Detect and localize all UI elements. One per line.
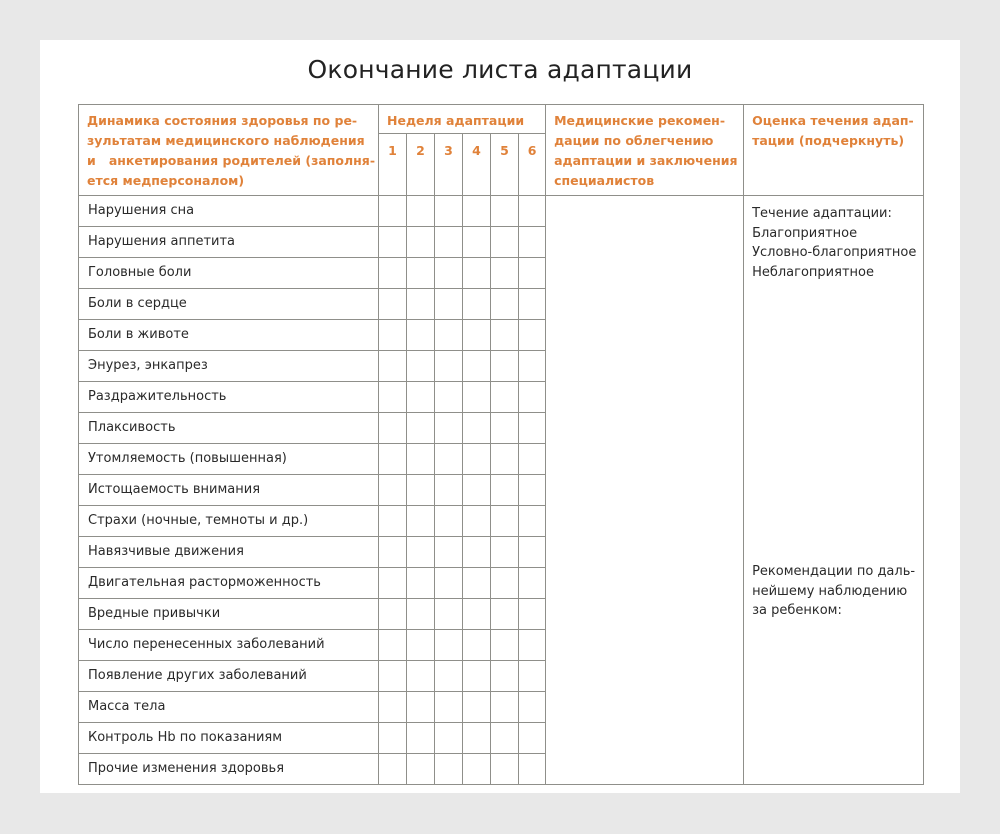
week-1-entry-cell[interactable] <box>379 692 407 723</box>
week-6-entry-cell[interactable] <box>519 630 546 661</box>
week-6-entry-cell[interactable] <box>519 444 546 475</box>
row-label: Вредные привычки <box>79 599 379 630</box>
row-label: Истощаемость внимания <box>79 475 379 506</box>
week-5-entry-cell[interactable] <box>491 537 519 568</box>
followup-line: нейшему наблюдению <box>752 583 908 599</box>
week-5-entry-cell[interactable] <box>491 258 519 289</box>
week-1-entry-cell[interactable] <box>379 382 407 413</box>
week-1-entry-cell[interactable] <box>379 320 407 351</box>
week-1-entry-cell[interactable] <box>379 413 407 444</box>
week-4-entry-cell[interactable] <box>463 289 491 320</box>
week-6-entry-cell[interactable] <box>519 754 546 785</box>
week-4-entry-cell[interactable] <box>463 630 491 661</box>
week-3-entry-cell[interactable] <box>435 444 463 475</box>
header-line: тации (подчеркнуть) <box>752 133 905 148</box>
row-label: Нарушения сна <box>79 196 379 227</box>
header-week-4: 4 <box>463 134 491 196</box>
week-3-entry-cell[interactable] <box>435 196 463 227</box>
week-3-entry-cell[interactable] <box>435 661 463 692</box>
week-5-entry-cell[interactable] <box>491 196 519 227</box>
week-5-entry-cell[interactable] <box>491 320 519 351</box>
header-line: ется медперсоналом) <box>87 173 245 188</box>
week-3-entry-cell[interactable] <box>435 754 463 785</box>
header-week-5: 5 <box>491 134 519 196</box>
week-2-entry-cell[interactable] <box>407 289 435 320</box>
week-2-entry-cell[interactable] <box>407 444 435 475</box>
week-6-entry-cell[interactable] <box>519 351 546 382</box>
header-adaptation-week: Неделя адаптации <box>379 105 546 134</box>
week-1-entry-cell[interactable] <box>379 258 407 289</box>
week-2-entry-cell[interactable] <box>407 661 435 692</box>
week-6-entry-cell[interactable] <box>519 599 546 630</box>
week-5-entry-cell[interactable] <box>491 661 519 692</box>
week-1-entry-cell[interactable] <box>379 568 407 599</box>
week-2-entry-cell[interactable] <box>407 413 435 444</box>
week-1-entry-cell[interactable] <box>379 630 407 661</box>
header-assessment <box>744 105 924 196</box>
week-3-entry-cell[interactable] <box>435 692 463 723</box>
week-2-entry-cell[interactable] <box>407 227 435 258</box>
header-line: Оценка течения адап- <box>752 113 914 128</box>
header-health-dynamics <box>79 105 379 196</box>
week-6-entry-cell[interactable] <box>519 382 546 413</box>
week-6-entry-cell[interactable] <box>519 537 546 568</box>
week-4-entry-cell[interactable] <box>463 196 491 227</box>
week-4-entry-cell[interactable] <box>463 754 491 785</box>
week-5-entry-cell[interactable] <box>491 227 519 258</box>
week-1-entry-cell[interactable] <box>379 196 407 227</box>
assessment-cell <box>744 196 924 785</box>
week-6-entry-cell[interactable] <box>519 413 546 444</box>
week-5-entry-cell[interactable] <box>491 754 519 785</box>
week-5-entry-cell[interactable] <box>491 382 519 413</box>
week-4-entry-cell[interactable] <box>463 382 491 413</box>
header-line: зультатам медицинского наблюдения <box>87 133 365 148</box>
followup-line: Рекомендации по даль- <box>752 564 916 579</box>
week-3-entry-cell[interactable] <box>435 413 463 444</box>
week-1-entry-cell[interactable] <box>379 227 407 258</box>
week-4-entry-cell[interactable] <box>463 444 491 475</box>
table-row <box>79 196 924 227</box>
week-3-entry-cell[interactable] <box>435 258 463 289</box>
week-5-entry-cell[interactable] <box>491 506 519 537</box>
header-week-3: 3 <box>435 134 463 196</box>
row-label: Прочие изменения здоровья <box>79 754 379 785</box>
week-3-entry-cell[interactable] <box>435 289 463 320</box>
row-label: Масса тела <box>79 692 379 723</box>
week-3-entry-cell[interactable] <box>435 568 463 599</box>
week-4-entry-cell[interactable] <box>463 568 491 599</box>
week-2-entry-cell[interactable] <box>407 754 435 785</box>
option-unfavorable[interactable]: Неблагоприятное <box>752 264 874 280</box>
week-2-entry-cell[interactable] <box>407 196 435 227</box>
week-2-entry-cell[interactable] <box>407 506 435 537</box>
header-week-1: 1 <box>379 134 407 196</box>
course-label: Течение адаптации: <box>752 206 892 221</box>
header-line: специалистов <box>554 173 655 188</box>
week-3-entry-cell[interactable] <box>435 630 463 661</box>
week-4-entry-cell[interactable] <box>463 599 491 630</box>
row-label: Боли в сердце <box>79 289 379 320</box>
week-4-entry-cell[interactable] <box>463 537 491 568</box>
week-2-entry-cell[interactable] <box>407 568 435 599</box>
week-1-entry-cell[interactable] <box>379 475 407 506</box>
week-3-entry-cell[interactable] <box>435 351 463 382</box>
week-2-entry-cell[interactable] <box>407 692 435 723</box>
recommendations-entry-cell[interactable] <box>546 196 744 785</box>
header-line: адаптации и заключения <box>554 153 738 168</box>
week-5-entry-cell[interactable] <box>491 351 519 382</box>
week-6-entry-cell[interactable] <box>519 568 546 599</box>
week-5-entry-cell[interactable] <box>491 444 519 475</box>
week-3-entry-cell[interactable] <box>435 382 463 413</box>
week-4-entry-cell[interactable] <box>463 475 491 506</box>
week-6-entry-cell[interactable] <box>519 723 546 754</box>
followup-line: за ребенком: <box>752 603 842 618</box>
week-4-entry-cell[interactable] <box>463 661 491 692</box>
week-2-entry-cell[interactable] <box>407 630 435 661</box>
option-conditionally-favorable[interactable]: Условно-благоприятное <box>752 245 917 260</box>
week-2-entry-cell[interactable] <box>407 537 435 568</box>
row-label: Боли в животе <box>79 320 379 351</box>
row-label: Нарушения аппетита <box>79 227 379 258</box>
row-label: Контроль Hb по показаниям <box>79 723 379 754</box>
row-label: Двигательная расторможенность <box>79 568 379 599</box>
week-1-entry-cell[interactable] <box>379 506 407 537</box>
week-4-entry-cell[interactable] <box>463 351 491 382</box>
week-3-entry-cell[interactable] <box>435 599 463 630</box>
week-1-entry-cell[interactable] <box>379 661 407 692</box>
header-line: Динамика состояния здоровья по ре- <box>87 113 358 128</box>
week-4-entry-cell[interactable] <box>463 258 491 289</box>
week-3-entry-cell[interactable] <box>435 475 463 506</box>
week-3-entry-cell[interactable] <box>435 723 463 754</box>
week-6-entry-cell[interactable] <box>519 320 546 351</box>
row-label: Раздражительность <box>79 382 379 413</box>
week-1-entry-cell[interactable] <box>379 537 407 568</box>
week-4-entry-cell[interactable] <box>463 413 491 444</box>
row-label: Страхи (ночные, темноты и др.) <box>79 506 379 537</box>
header-line: Медицинские рекомен- <box>554 113 726 128</box>
week-3-entry-cell[interactable] <box>435 537 463 568</box>
week-1-entry-cell[interactable] <box>379 754 407 785</box>
week-1-entry-cell[interactable] <box>379 723 407 754</box>
header-line: дации по облегчению <box>554 133 714 148</box>
week-1-entry-cell[interactable] <box>379 289 407 320</box>
week-5-entry-cell[interactable] <box>491 568 519 599</box>
week-5-entry-cell[interactable] <box>491 599 519 630</box>
week-5-entry-cell[interactable] <box>491 723 519 754</box>
week-2-entry-cell[interactable] <box>407 382 435 413</box>
week-2-entry-cell[interactable] <box>407 599 435 630</box>
week-4-entry-cell[interactable] <box>463 723 491 754</box>
week-4-entry-cell[interactable] <box>463 692 491 723</box>
header-recommendations <box>546 105 744 196</box>
week-2-entry-cell[interactable] <box>407 723 435 754</box>
week-6-entry-cell[interactable] <box>519 661 546 692</box>
week-3-entry-cell[interactable] <box>435 506 463 537</box>
row-label: Навязчивые движения <box>79 537 379 568</box>
week-4-entry-cell[interactable] <box>463 227 491 258</box>
row-label: Число перенесенных заболеваний <box>79 630 379 661</box>
week-1-entry-cell[interactable] <box>379 444 407 475</box>
week-2-entry-cell[interactable] <box>407 351 435 382</box>
row-label: Появление других заболеваний <box>79 661 379 692</box>
option-favorable[interactable]: Благоприятное <box>752 225 858 241</box>
row-label: Энурез, энкапрез <box>79 351 379 382</box>
week-6-entry-cell[interactable] <box>519 506 546 537</box>
week-5-entry-cell[interactable] <box>491 630 519 661</box>
week-1-entry-cell[interactable] <box>379 351 407 382</box>
header-line: и анкетирования родителей (заполня- <box>87 153 376 168</box>
week-2-entry-cell[interactable] <box>407 475 435 506</box>
followup-recommendations <box>752 562 915 621</box>
header-week-2: 2 <box>407 134 435 196</box>
header-week-6: 6 <box>519 134 546 196</box>
adaptation-form-table <box>78 104 924 785</box>
week-2-entry-cell[interactable] <box>407 320 435 351</box>
week-5-entry-cell[interactable] <box>491 692 519 723</box>
row-label: Головные боли <box>79 258 379 289</box>
week-6-entry-cell[interactable] <box>519 475 546 506</box>
week-6-entry-cell[interactable] <box>519 289 546 320</box>
row-label: Плаксивость <box>79 413 379 444</box>
page-title: Окончание листа адаптации <box>307 55 693 84</box>
week-6-entry-cell[interactable] <box>519 196 546 227</box>
week-2-entry-cell[interactable] <box>407 258 435 289</box>
week-6-entry-cell[interactable] <box>519 258 546 289</box>
week-4-entry-cell[interactable] <box>463 320 491 351</box>
week-3-entry-cell[interactable] <box>435 227 463 258</box>
week-5-entry-cell[interactable] <box>491 289 519 320</box>
row-label: Утомляемость (повышенная) <box>79 444 379 475</box>
week-5-entry-cell[interactable] <box>491 475 519 506</box>
week-3-entry-cell[interactable] <box>435 320 463 351</box>
week-6-entry-cell[interactable] <box>519 692 546 723</box>
week-6-entry-cell[interactable] <box>519 227 546 258</box>
week-5-entry-cell[interactable] <box>491 413 519 444</box>
week-1-entry-cell[interactable] <box>379 599 407 630</box>
week-4-entry-cell[interactable] <box>463 506 491 537</box>
